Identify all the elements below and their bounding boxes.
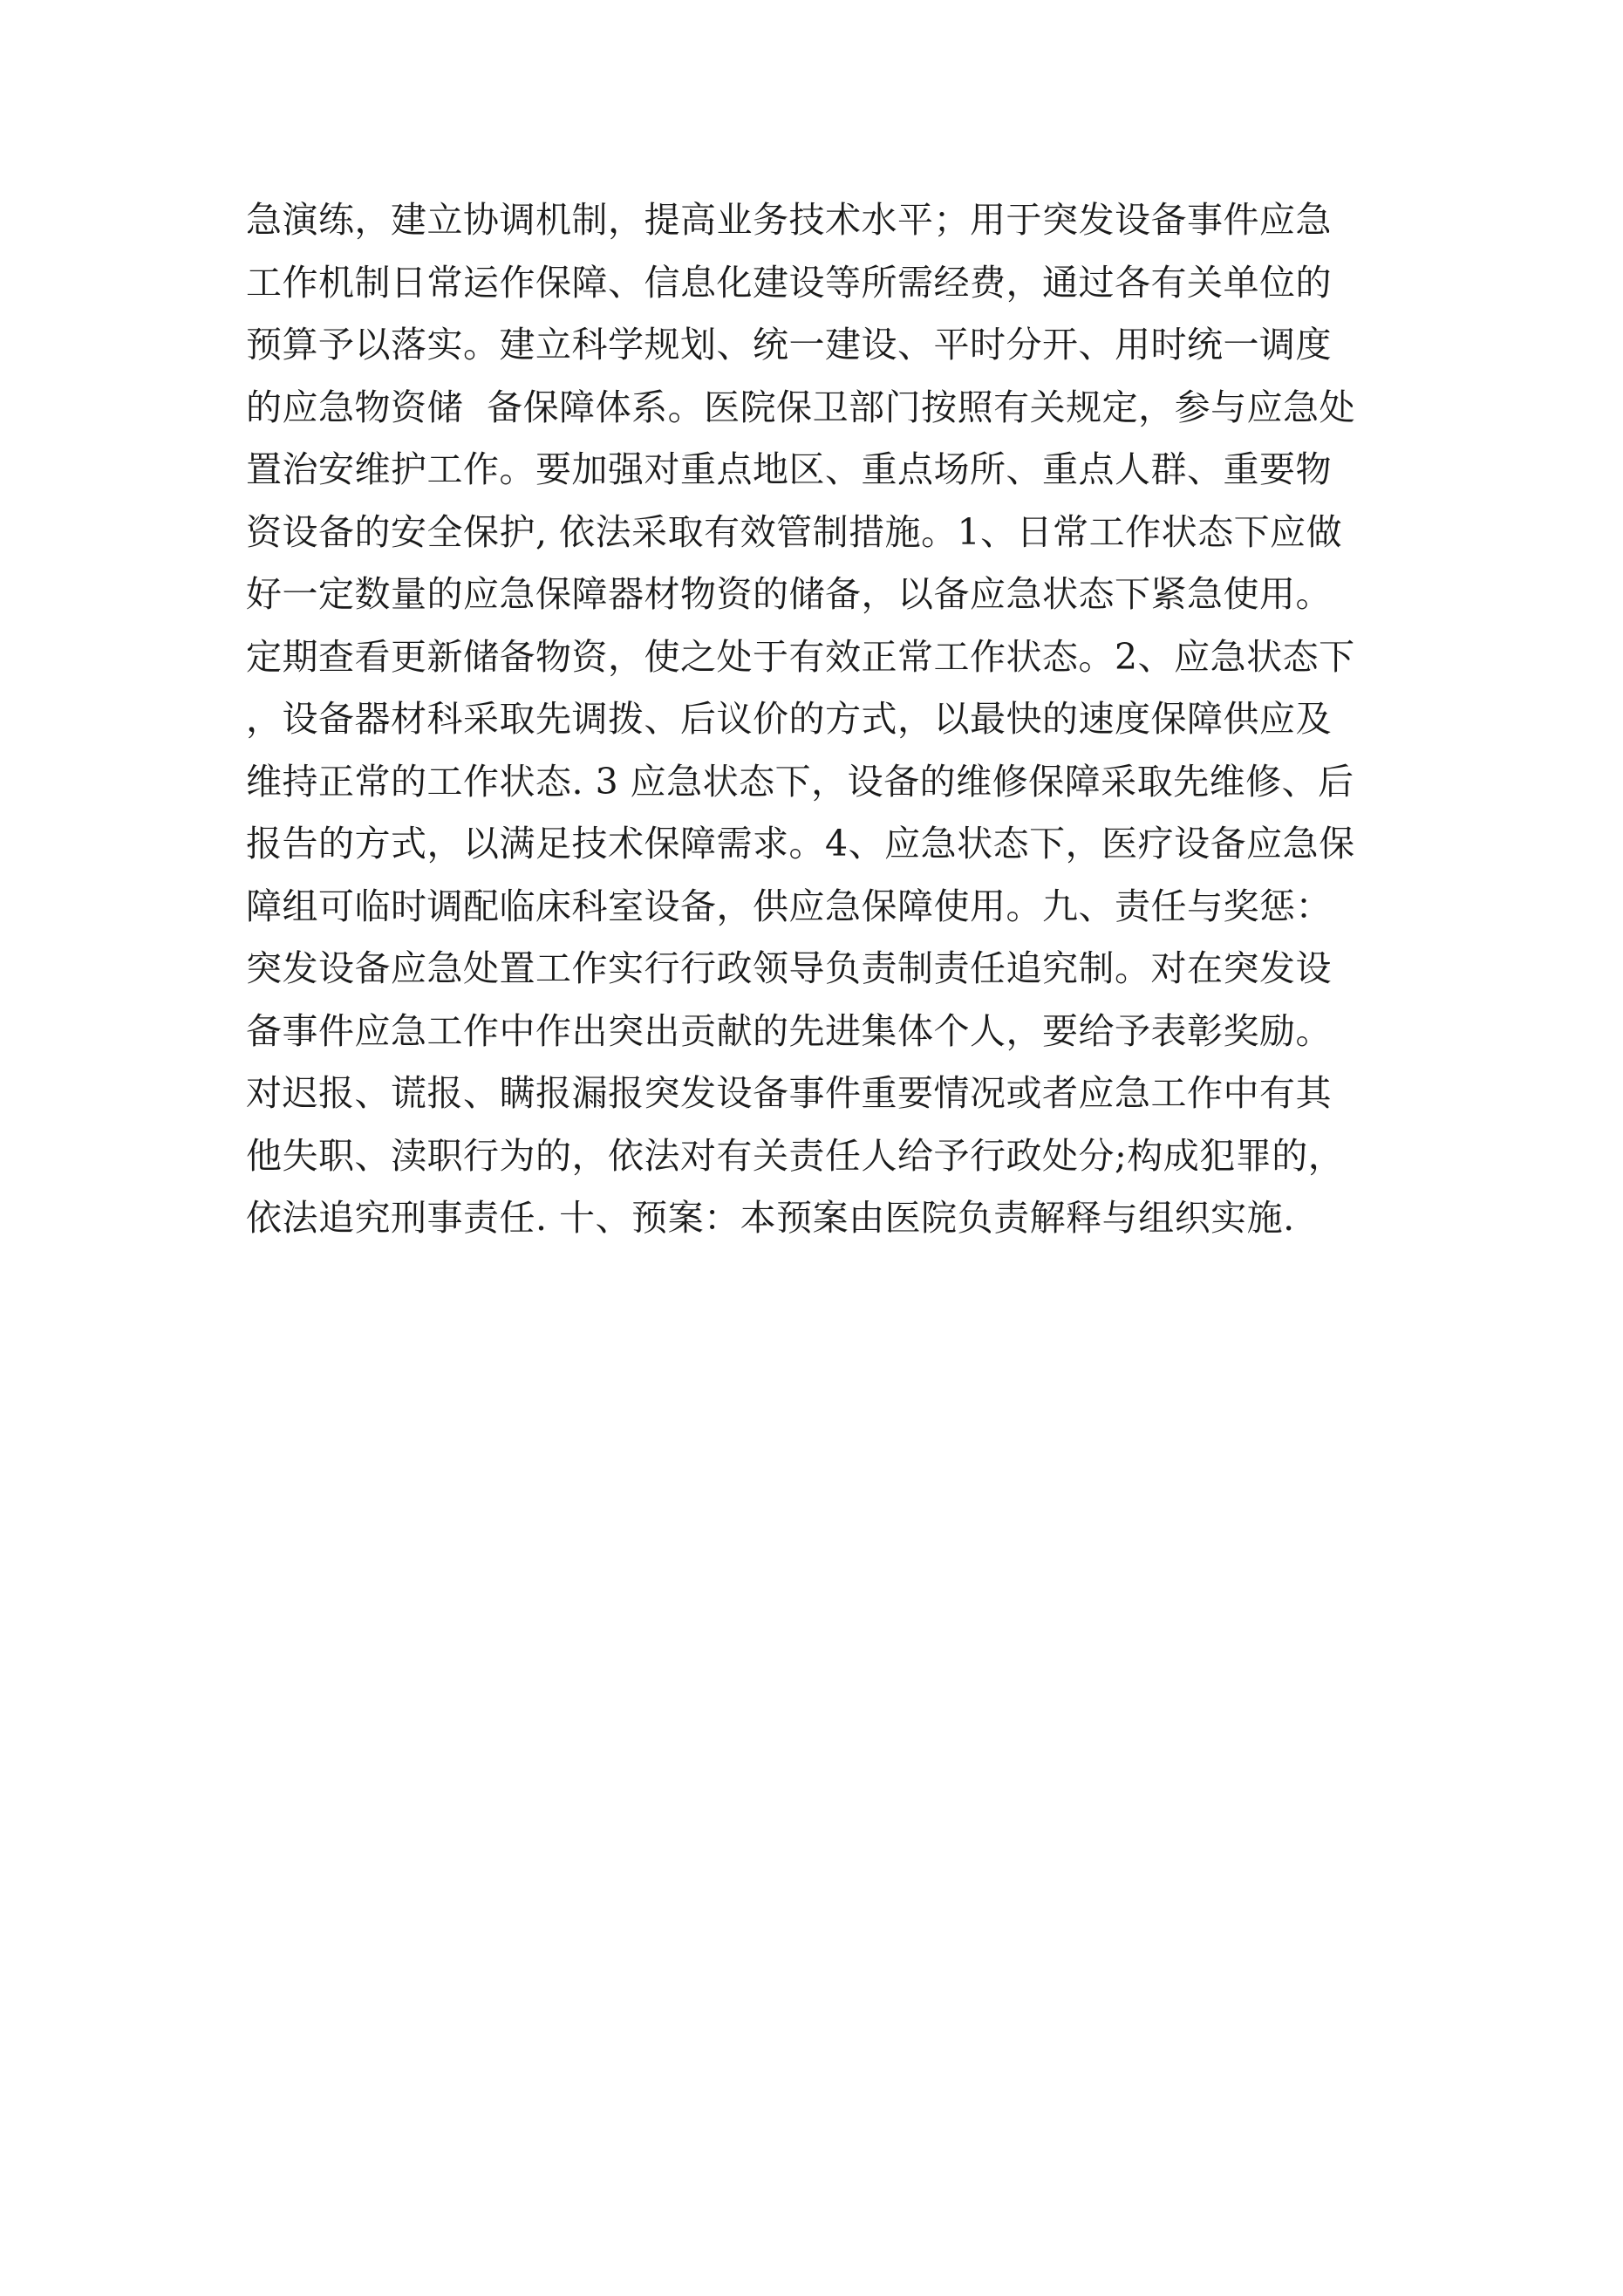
text-line: 资设备的安全保护, 依法采取有效管制措施。1、日常工作状态下应做 [246,510,1343,553]
text-line: 好一定数量的应急保障器材物资的储备，以备应急状态下紧急使用。 [246,573,1332,615]
text-line: 工作机制日常运作保障、信息化建设等所需经费，通过各有关单位的 [246,261,1332,304]
text-line: 置治安维护工作。要加强对重点地区、重点场所、重点人群、重要物 [246,448,1332,490]
text-line: 障组可临时调配临床科室设备，供应急保障使用。九、责任与奖惩： [246,885,1332,927]
text-line: 对迟报、谎报、瞒报漏报突发设备事件重要情况或者应急工作中有其 [246,1072,1332,1114]
text-line: 维持正常的工作状态. 3 应急状态下，设备的维修保障采取先维修、后 [246,760,1354,803]
text-line: ，设备器材科采取先调拨、后议价的方式，以最快的速度保障供应及 [246,698,1332,740]
text-line: 急演练，建立协调机制，提高业务技术水平；用于突发设备事件应急 [246,199,1332,241]
text-line: 突发设备应急处置工作实行行政领导负责制责任追究制。对在突发设 [246,947,1332,989]
text-line: 定期查看更新储备物资，使之处于有效正常工作状态。2、应急状态下 [246,635,1355,678]
text-line: 报告的方式，以满足技术保障需求。4、应急状态下，医疗设备应急保 [246,823,1355,864]
body-text [246,189,1415,1250]
text-line: 的应急物资储 备保障体系。医院保卫部门按照有关规定，参与应急处 [246,386,1356,428]
text-line: 备事件应急工作中作出突出贡献的先进集体个人，要给予表彰奖励。 [246,1009,1332,1052]
text-line: 预算予以落实。建立科学规划、统一建设、平时分开、用时统一调度 [246,324,1332,366]
text-line: 他失职、渎职行为的，依法对有关责任人给予行政处分;构成犯罪的， [246,1134,1345,1177]
text-line: 依法追究刑事责任. 十、预案：本预案由医院负责解释与组织实施. [246,1197,1295,1239]
